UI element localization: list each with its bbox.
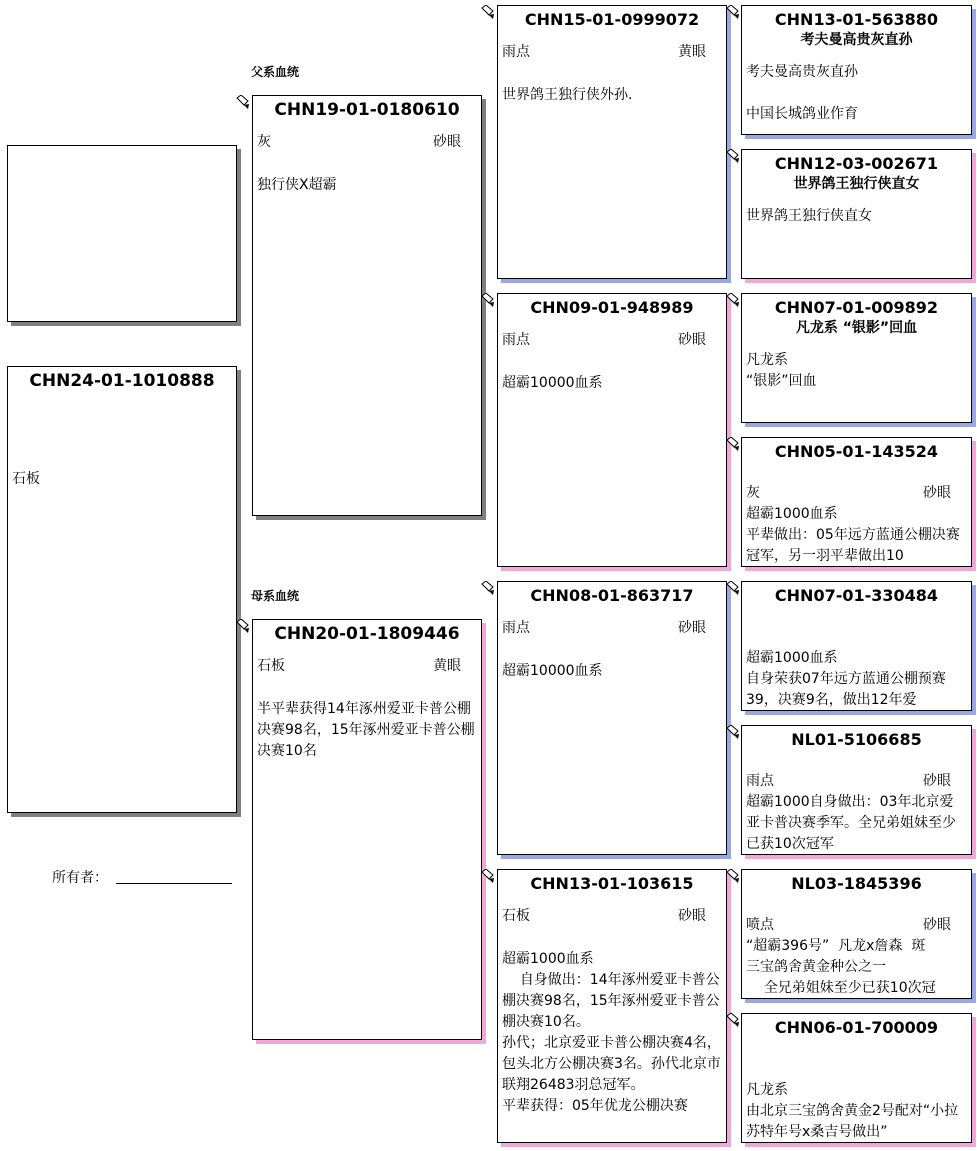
ssd-card[interactable]: [741, 149, 972, 279]
sire-dam-note: 超霸10000血系: [502, 375, 603, 391]
edit-pen-icon[interactable]: [725, 437, 741, 453]
ssd-title: 世界鸽王独行侠直女: [793, 176, 920, 192]
sss-title: 考夫曼高贵灰直孙: [800, 32, 913, 48]
dsd-card[interactable]: [741, 725, 972, 855]
edit-pen-icon[interactable]: [235, 619, 251, 635]
sss-line2: 中国长城鸽业作育: [746, 106, 858, 122]
edit-pen-icon[interactable]: [480, 293, 496, 309]
subject-color: 石板: [12, 471, 40, 487]
owner-label: 所有者：: [52, 870, 108, 886]
ddd-card[interactable]: [741, 1013, 972, 1143]
sire-dam-card[interactable]: [497, 293, 727, 567]
dam-sire-eye: 砂眼: [678, 620, 706, 636]
dss-card[interactable]: [741, 581, 972, 711]
subject-ring: CHN24-01-1010888: [29, 371, 215, 391]
dam-dam-note: 超霸1000血系 自身做出：14年涿州爱亚卡普公棚决赛98名，15年涿州爱亚卡普公棚决赛10名。 孙代；北京爱亚卡普公棚决赛4名，包头北方公棚决赛3名。孙代北京市联翔26483羽总冠军。 平辈获得：05年优龙公棚决赛: [502, 951, 721, 1114]
edit-pen-icon[interactable]: [725, 293, 741, 309]
sds-line2: “银影”回血: [746, 373, 817, 389]
sire-sire-color: 雨点: [502, 44, 530, 60]
dss-note: 超霸1000血系 自身荣获07年远方蓝通公棚预赛39，决赛9名，做出12年爱: [746, 650, 946, 708]
ddd-ring: CHN06-01-700009: [774, 1018, 939, 1037]
dds-eye: 砂眼: [923, 917, 951, 933]
ssd-line1: 世界鸽王独行侠直女: [746, 208, 872, 224]
edit-pen-icon[interactable]: [480, 5, 496, 21]
sire-sire-eye: 黄眼: [678, 44, 706, 60]
dam-section-label: 母系血统: [251, 589, 300, 603]
sire-card[interactable]: [252, 95, 482, 516]
sire-sire-ring: CHN15-01-0999072: [524, 10, 700, 29]
sss-line1: 考夫曼高贵灰直孙: [746, 64, 858, 80]
sdd-card[interactable]: [741, 437, 972, 567]
sdd-ring: CHN05-01-143524: [774, 442, 939, 461]
dam-dam-color: 石板: [502, 908, 530, 924]
edit-pen-icon[interactable]: [480, 869, 496, 885]
dam-sire-note: 超霸10000血系: [502, 663, 603, 679]
dam-sire-ring: CHN08-01-863717: [530, 586, 694, 605]
sire-dam-eye: 砂眼: [678, 332, 706, 348]
dam-sire-card[interactable]: [497, 581, 727, 855]
edit-pen-icon[interactable]: [480, 581, 496, 597]
owner-input-line[interactable]: [116, 883, 232, 884]
sire-ring: CHN19-01-0180610: [274, 100, 460, 120]
sire-dam-color: 雨点: [502, 332, 530, 348]
dam-eye: 黄眼: [433, 658, 461, 674]
edit-pen-icon[interactable]: [725, 869, 741, 885]
dam-ring: CHN20-01-1809446: [274, 624, 460, 644]
edit-pen-icon[interactable]: [235, 95, 251, 111]
dam-dam-ring: CHN13-01-103615: [530, 874, 694, 893]
ssd-ring: CHN12-03-002671: [774, 154, 939, 173]
sire-dam-ring: CHN09-01-948989: [530, 298, 694, 317]
edit-pen-icon[interactable]: [725, 1013, 741, 1029]
dam-color: 石板: [257, 658, 285, 674]
edit-pen-icon[interactable]: [725, 5, 741, 21]
dsd-color: 雨点: [746, 773, 774, 789]
dds-ring: NL03-1845396: [791, 874, 922, 893]
ddd-note: 凡龙系 由北京三宝鸽舍黄金2号配对“小拉苏特年号x桑吉号做出”: [746, 1082, 959, 1140]
dsd-eye: 砂眼: [923, 773, 951, 789]
dam-dam-eye: 砂眼: [678, 908, 706, 924]
sss-ring: CHN13-01-563880: [774, 10, 939, 29]
dss-ring: CHN07-01-330484: [774, 586, 939, 605]
sdd-note: 超霸1000血系 平辈做出：05年远方蓝通公棚决赛冠军，另一羽平辈做出10: [746, 506, 960, 564]
edit-pen-icon[interactable]: [725, 725, 741, 741]
sire-color: 灰: [257, 134, 271, 150]
sss-card[interactable]: [741, 5, 972, 135]
sds-line1: 凡龙系: [746, 352, 788, 368]
dam-card[interactable]: [252, 619, 482, 1040]
edit-pen-icon[interactable]: [725, 149, 741, 165]
subject-card[interactable]: [7, 366, 237, 813]
sire-section-label: 父系血统: [251, 65, 300, 79]
dam-dam-card[interactable]: [497, 869, 727, 1143]
sdd-color: 灰: [746, 485, 760, 501]
photo-box[interactable]: [7, 145, 237, 322]
sds-ring: CHN07-01-009892: [774, 298, 939, 317]
sire-eye: 砂眼: [433, 134, 461, 150]
sds-title: 凡龙系 “银影”回血: [795, 320, 918, 336]
dam-note: 半平辈获得14年涿州爱亚卡普公棚决赛98名，15年涿州爱亚卡普公棚决赛10名: [257, 701, 475, 759]
dds-note: “超霸396号” 凡龙x詹森 斑 三宝鸽舍黄金种公之一 全兄弟姐妹至少已获10次冠: [746, 938, 936, 996]
dsd-note: 超霸1000自身做出：03年北京爱亚卡普决赛季军。全兄弟姐妹至少已获10次冠军: [746, 794, 956, 852]
dds-card[interactable]: [741, 869, 972, 999]
sire-sire-card[interactable]: [497, 5, 727, 279]
dam-sire-color: 雨点: [502, 620, 530, 636]
dds-color: 喷点: [746, 917, 774, 933]
sire-sire-note: 世界鸽王独行侠外孙.: [502, 87, 633, 103]
sdd-eye: 砂眼: [923, 485, 951, 501]
dsd-ring: NL01-5106685: [791, 730, 922, 749]
sire-note: 独行侠X超霸: [257, 177, 337, 193]
edit-pen-icon[interactable]: [725, 581, 741, 597]
sds-card[interactable]: [741, 293, 972, 423]
